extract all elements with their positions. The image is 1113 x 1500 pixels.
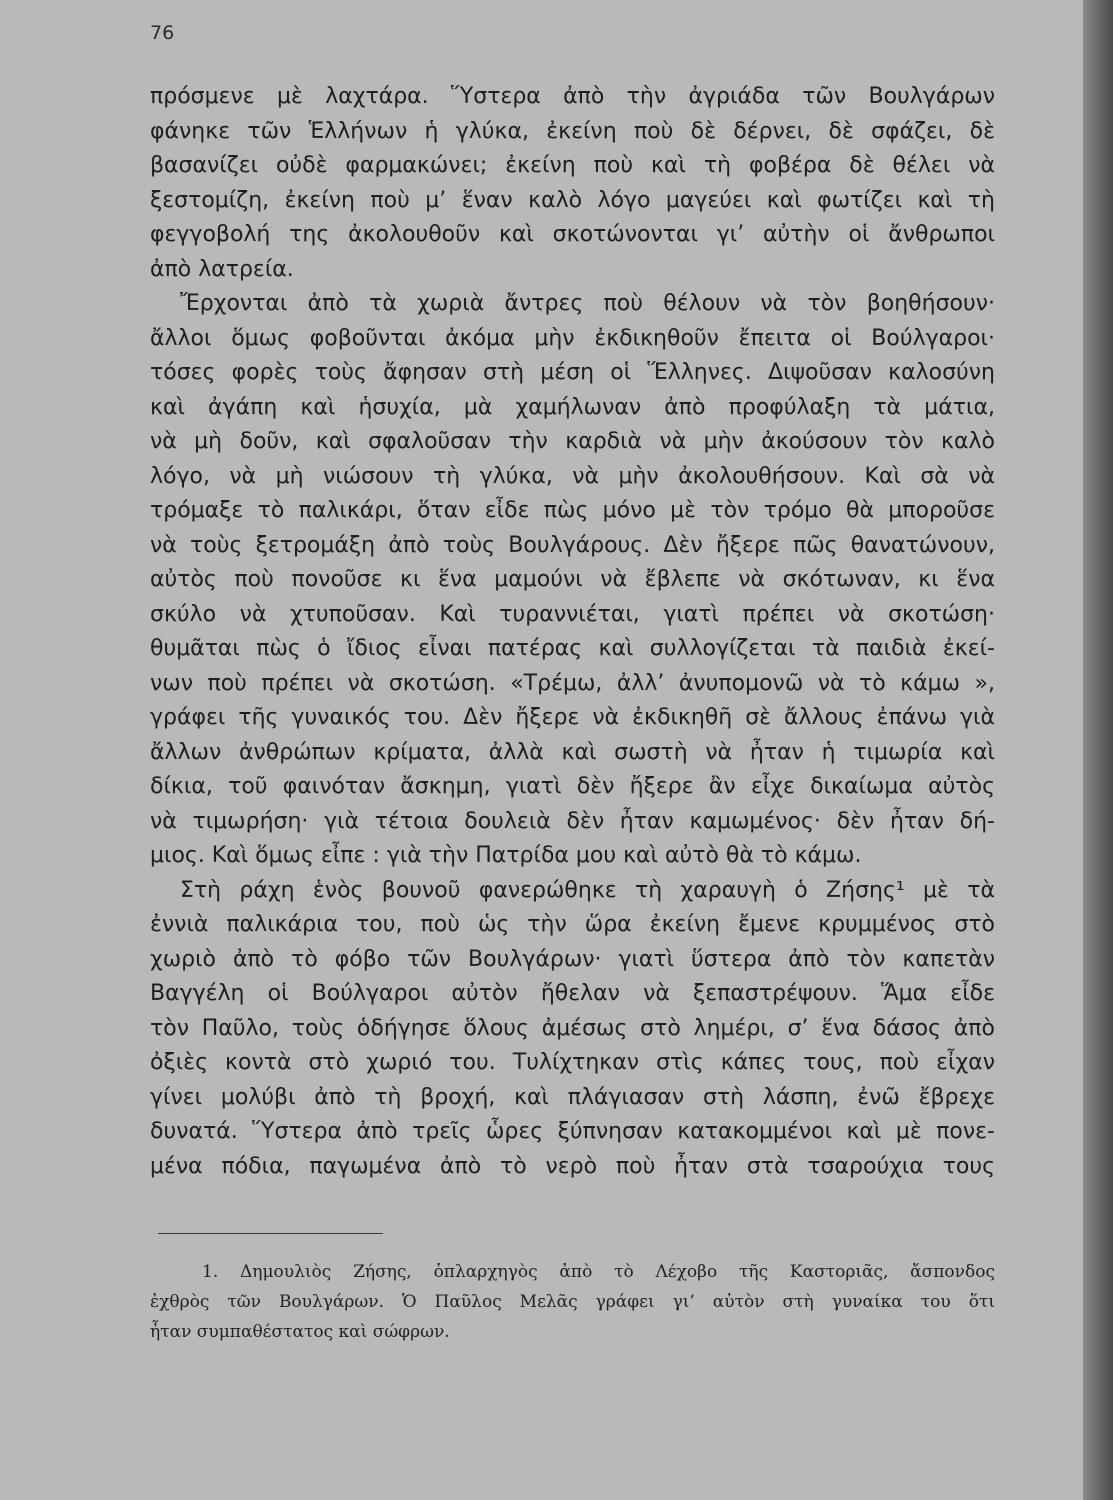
text-line: χωριὸ ἀπὸ τὸ φόβο τῶν Βουλγάρων· γιατὶ ὕστερα ἀπὸ τὸν καπετὰν [150, 946, 995, 972]
text-line: πρόσμενε μὲ λαχτάρα. Ὕστερα ἀπὸ τὴν ἀγριάδα τῶν Βουλγάρων [150, 84, 995, 109]
text-line: λόγο, νὰ μὴ νιώσουν τὴ γλύκα, νὰ μὴν ἀκολουθήσουν. Καὶ σὰ νὰ [150, 463, 995, 489]
text-line: βασανίζει οὐδὲ φαρμακώνει; ἐκείνη ποὺ καὶ τὴ φοβέρα δὲ θέλει νὰ [150, 153, 995, 178]
text-line: σκύλο νὰ χτυποῦσαν. Καὶ τυραννιέται, γιατὶ πρέπει νὰ σκοτώση· [150, 601, 995, 627]
text-line: ἄλλων ἀνθρώπων κρίματα, ἀλλὰ καὶ σωστὴ νὰ ἦταν ἡ τιμωρία καὶ [150, 739, 995, 765]
text-line: θυμᾶται πὼς ὁ ἴδιος εἶναι πατέρας καὶ συλλογίζεται τὰ παιδιὰ ἐκεί- [150, 636, 995, 661]
text-line: ἄλλοι ὅμως φοβοῦνται ἀκόμα μὴν ἐκδικηθοῦν ἔπειτα οἱ Βούλγαροι· [150, 325, 995, 351]
text-line: νὰ τιμωρήση· γιὰ τέτοια δουλειὰ δὲν ἦταν καμωμένος· δὲν ἦταν δή- [150, 808, 995, 834]
text-line: ξεστομίζη, ἐκείνη ποὺ μ’ ἕναν καλὸ λόγο μαγεύει καὶ φωτίζει καὶ τὴ [150, 187, 995, 213]
text-line: τρόμαξε τὸ παλικάρι, ὅταν εἶδε πὼς μόνο μὲ τὸν τρόμο θὰ μποροῦσε [150, 498, 995, 523]
text-line: τὸν Παῦλο, τοὺς ὁδήγησε ὅλους ἀμέσως στὸ λημέρι, σ’ ἕνα δάσος ἀπὸ [150, 1015, 995, 1041]
text-line: καὶ ἀγάπη καὶ ἡσυχία, μὰ χαμήλωναν ἀπὸ προφύλαξη τὰ μάτια, [150, 394, 995, 420]
text-line: φεγγοβολή της ἀκολουθοῦν καὶ σκοτώνονται γι’ αὐτὴν οἱ ἄνθρωποι [150, 222, 995, 247]
text-line: τόσες φορὲς τοὺς ἄφησαν στὴ μέση οἱ Ἕλληνες. Διψοῦσαν καλοσύνη [150, 360, 995, 385]
text-line: φάνηκε τῶν Ἑλλήνων ἡ γλύκα, ἐκείνη ποὺ δὲ δέρνει, δὲ σφάζει, δὲ [150, 118, 995, 144]
text-line: Ἔρχονται ἀπὸ τὰ χωριὰ ἄντρες ποὺ θέλουν νὰ τὸν βοηθήσουν· [180, 291, 995, 316]
footnote-divider [158, 1233, 383, 1234]
text-line: μιος. Καὶ ὅμως εἶπε : γιὰ τὴν Πατρίδα μου καὶ αὐτὸ θὰ τὸ κάμω. [150, 843, 862, 868]
text-line: νὰ τοὺς ξετρομάξη ἀπὸ τοὺς Βουλγάρους. Δὲν ἤξερε πῶς θανατώνουν, [150, 532, 995, 558]
body-text [150, 80, 995, 1184]
text-line: νὰ μὴ δοῦν, καὶ σφαλοῦσαν τὴν καρδιὰ νὰ μὴν ἀκούσουν τὸν καλὸ [150, 429, 995, 454]
footnote-line: ἦταν συμπαθέστατος καὶ σώφρων. [150, 1322, 450, 1342]
footnote-line: ἐχθρὸς τῶν Βουλγάρων. Ὁ Παῦλος Μελᾶς γράφει γι’ αὐτὸν στὴ γυναίκα του ὅτι [150, 1292, 995, 1312]
text-line: μένα πόδια, παγωμένα ἀπὸ τὸ νερὸ ποὺ ἦταν στὰ τσαρούχια τους [150, 1153, 995, 1179]
text-line: ἀπὸ λατρεία. [150, 256, 294, 282]
page-edge-shadow [1083, 0, 1113, 1500]
text-line: δυνατά. Ὕστερα ἀπὸ τρεῖς ὧρες ξύπνησαν κατακομμένοι καὶ μὲ πονε- [150, 1119, 995, 1144]
text-line: νων ποὺ πρέπει νὰ σκοτώση. «Τρέμω, ἀλλ’ ἀνυπομονῶ νὰ τὸ κάμω », [150, 670, 995, 696]
text-line: δίκια, τοῦ φαινόταν ἄσκημη, γιατὶ δὲν ἤξερε ἂν εἶχε δικαίωμα αὐτὸς [150, 774, 995, 799]
page-number: 76 [150, 22, 175, 44]
text-line: Βαγγέλη οἱ Βούλγαροι αὐτὸν ἤθελαν νὰ ξεπαστρέψουν. Ἅμα εἶδε [150, 981, 995, 1006]
text-line: Στὴ ράχη ἑνὸς βουνοῦ φανερώθηκε τὴ χαραυγὴ ὁ Ζήσης¹ μὲ τὰ [180, 877, 995, 903]
text-line: ἐννιὰ παλικάρια του, ποὺ ὡς τὴν ὥρα ἐκείνη ἔμενε κρυμμένος στὸ [150, 912, 995, 937]
text-line: ὀξιὲς κοντὰ στὸ χωριό του. Τυλίχτηκαν στὶς κάπες τους, ποὺ εἶχαν [150, 1050, 995, 1075]
footnote-line: 1. Δημουλιὸς Ζήσης, ὁπλαρχηγὸς ἀπὸ τὸ Λέχοβο τῆς Καστοριᾶς, ἄσπονδος [202, 1262, 995, 1282]
text-line: γίνει μολύβι ἀπὸ τὴ βροχή, καὶ πλάγιασαν στὴ λάσπη, ἐνῶ ἔβρεχε [150, 1084, 995, 1110]
footnote [150, 1257, 995, 1347]
text-line: γράφει τῆς γυναικός του. Δὲν ἤξερε νὰ ἐκδικηθῆ σὲ ἄλλους ἐπάνω γιὰ [150, 705, 995, 730]
text-line: αὐτὸς ποὺ πονοῦσε κι ἕνα μαμούνι νὰ ἔβλεπε νὰ σκότωναν, κι ἕνα [150, 567, 995, 592]
